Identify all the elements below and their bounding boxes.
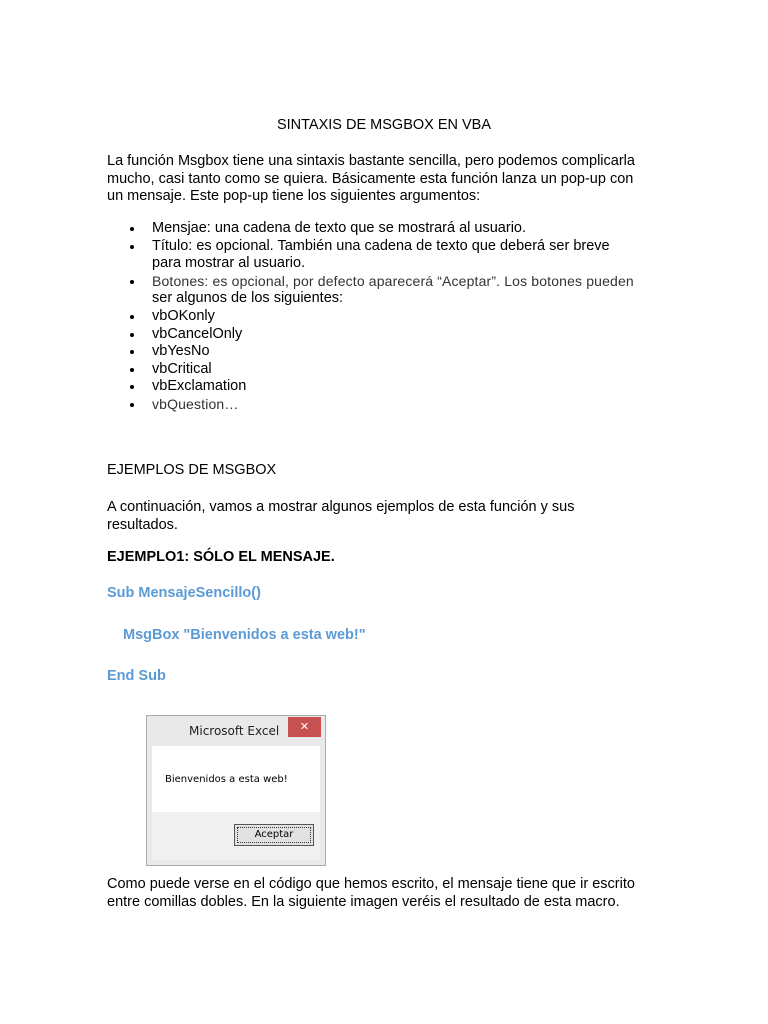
- list-item: vbCritical: [107, 361, 687, 379]
- list-item: Título: es opcional. También una cadena de texto que deberá ser breve para mostrar al usuario.: [107, 238, 687, 273]
- list-item: Botones: es opcional, por defecto aparecerá “Aceptar”. Los botones pueden ser algunos de los siguientes:: [107, 273, 687, 308]
- intro-line: mucho, casi tanto como se quiera. Básicamente esta función lanza un pop-up con: [107, 170, 634, 187]
- close-icon: ✕: [288, 717, 321, 737]
- bullet-icon: [130, 403, 134, 407]
- list-item: vbOKonly: [107, 308, 687, 326]
- list-item: vbYesNo: [107, 343, 687, 361]
- intro-paragraph: [107, 153, 667, 206]
- example1-heading: EJEMPLO1: SÓLO EL MENSAJE.: [107, 549, 335, 565]
- bullet-icon: [130, 280, 134, 284]
- closing-paragraph: [107, 876, 687, 911]
- arguments-list: [107, 220, 687, 414]
- list-item: Mensjae: una cadena de texto que se mostrará al usuario.: [107, 220, 687, 238]
- bullet-icon: [130, 315, 134, 319]
- list-item: vbExclamation: [107, 378, 687, 396]
- list-item: vbQuestion…: [107, 396, 687, 414]
- document-title: SINTAXIS DE MSGBOX EN VBA: [276, 117, 492, 133]
- dialog-footer: [152, 812, 320, 860]
- accept-button: [234, 824, 314, 846]
- list-item: vbCancelOnly: [107, 326, 687, 344]
- dialog-message: Bienvenidos a esta web!: [165, 774, 288, 785]
- examples-intro-paragraph: [107, 499, 667, 534]
- closing-line: Como puede verse en el código que hemos escrito, el mensaje tiene que ir escrito: [107, 876, 635, 892]
- code-msgbox-line: MsgBox "Bienvenidos a esta web!": [123, 627, 366, 643]
- bullet-icon: [130, 350, 134, 354]
- examples-intro-line: A continuación, vamos a mostrar algunos ejemplos de esta función y sus: [107, 499, 575, 515]
- bullet-icon: [130, 245, 134, 249]
- code-sub-line: Sub MensajeSencillo(): [107, 585, 261, 601]
- bullet-icon: [130, 227, 134, 231]
- dialog-body: [152, 746, 320, 812]
- closing-line: entre comillas dobles. En la siguiente imagen veréis el resultado de esta macro.: [107, 893, 620, 910]
- examples-intro-line: resultados.: [107, 516, 178, 533]
- examples-heading: EJEMPLOS DE MSGBOX: [107, 462, 277, 478]
- msgbox-dialog-image: [146, 715, 326, 866]
- bullet-icon: [130, 333, 134, 337]
- intro-line: La función Msgbox tiene una sintaxis bastante sencilla, pero podemos complicarla: [107, 153, 635, 169]
- bullet-icon: [130, 385, 134, 389]
- dialog-title: Microsoft Excel: [189, 724, 280, 738]
- intro-line: un mensaje. Este pop-up tiene los siguientes argumentos:: [107, 188, 481, 205]
- code-end-line: End Sub: [107, 668, 166, 684]
- bullet-icon: [130, 368, 134, 372]
- accept-button-label: Aceptar: [254, 829, 294, 840]
- focus-rect: [237, 827, 311, 843]
